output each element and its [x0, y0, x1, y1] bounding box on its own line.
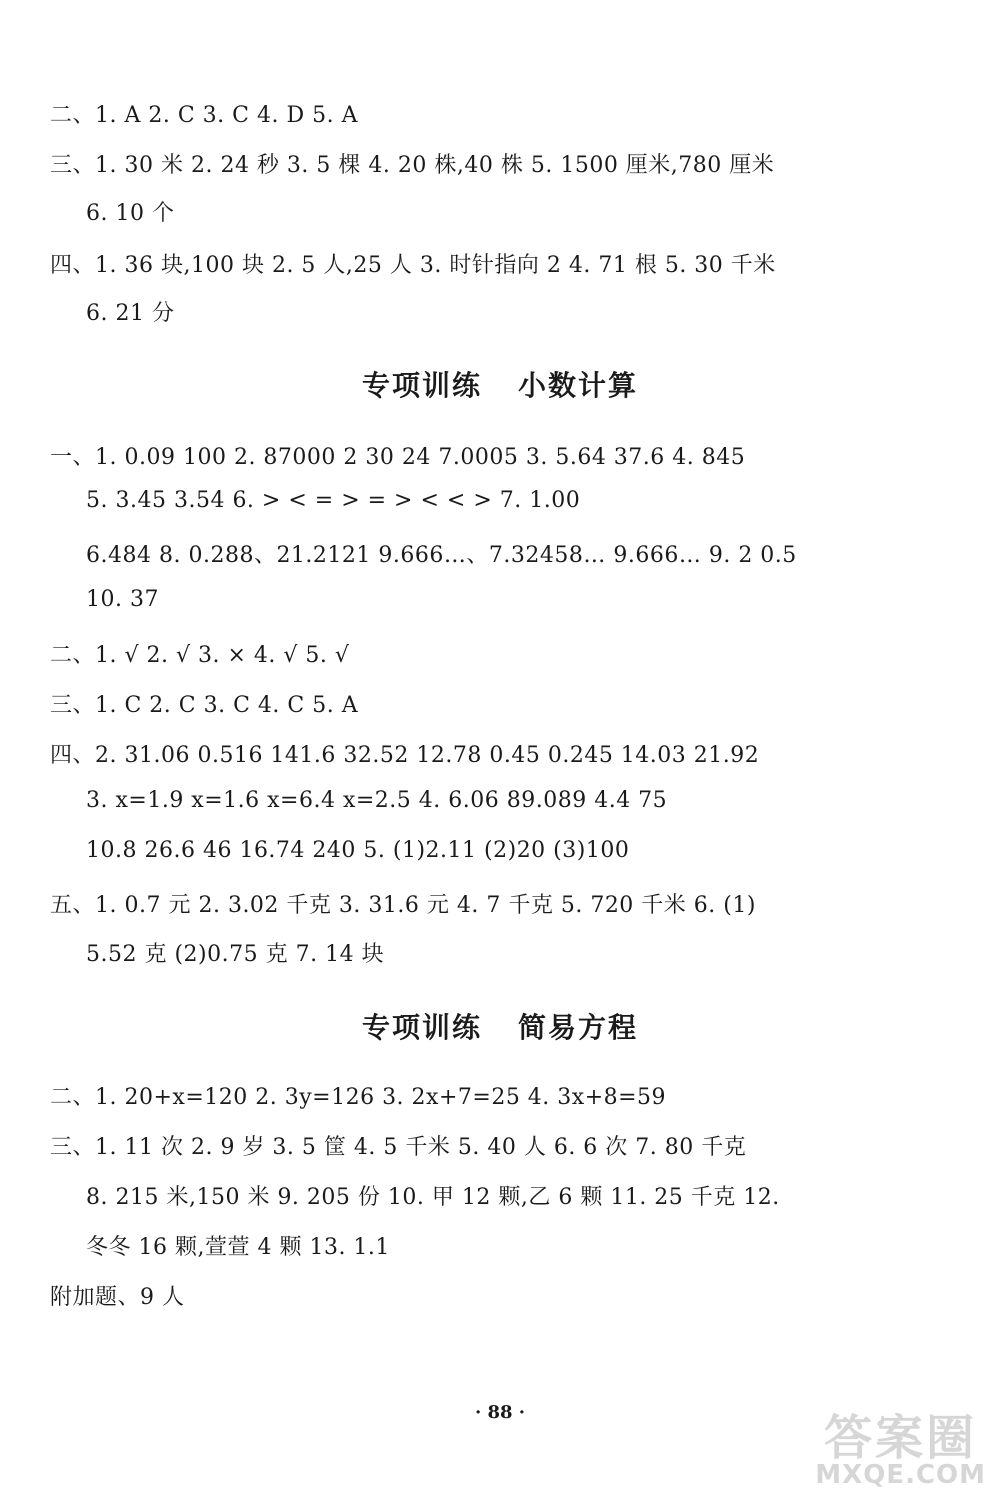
page-number: · 88 · — [474, 1402, 526, 1423]
section-title — [0, 364, 1000, 404]
answer-line: 3. x=1.9 x=1.6 x=6.4 x=2.5 4. 6.06 89.089 4.4 75 — [86, 788, 668, 813]
answer-line: 6.484 8. 0.288、21.2121 9.666…、7.32458… 9.666… 9. 2 0.5 — [86, 543, 797, 568]
section-title-right: 小数计算 — [518, 369, 639, 402]
watermark-line2: MXQE.COM — [815, 1460, 986, 1490]
answer-line: 四、2. 31.06 0.516 141.6 32.52 12.78 0.45 0.245 14.03 21.92 — [50, 743, 760, 768]
answer-line: 10.8 26.6 46 16.74 240 5. (1)2.11 (2)20 (3)100 — [86, 838, 630, 863]
answer-line: 冬冬 16 颗,萱萱 4 颗 13. 1.1 — [86, 1235, 390, 1260]
answer-line: 三、1. C 2. C 3. C 4. C 5. A — [50, 693, 359, 718]
section-title-left: 专项训练 — [361, 1011, 482, 1044]
answer-line: 二、1. √ 2. √ 3. × 4. √ 5. √ — [50, 643, 350, 668]
answer-line: 5. 3.45 3.54 6. > < = > = > < < > 7. 1.00 — [86, 488, 581, 513]
answer-line: 10. 37 — [86, 587, 159, 612]
watermark-line1: 答案圈 — [824, 1410, 978, 1466]
watermark — [815, 1410, 986, 1490]
answer-line: 三、1. 30 米 2. 24 秒 3. 5 棵 4. 20 株,40 株 5. 1500 厘米,780 厘米 — [50, 153, 775, 178]
answer-line: 五、1. 0.7 元 2. 3.02 千克 3. 31.6 元 4. 7 千克 5. 720 千米 6. (1) — [50, 893, 756, 918]
section-title — [0, 1006, 1000, 1046]
answer-line: 三、1. 11 次 2. 9 岁 3. 5 筐 4. 5 千米 5. 40 人 6. 6 次 7. 80 千克 — [50, 1135, 747, 1160]
section-title-right: 简易方程 — [518, 1011, 639, 1044]
answer-line: 二、1. 20+x=120 2. 3y=126 3. 2x+7=25 4. 3x+8=59 — [50, 1085, 667, 1110]
answer-line: 6. 21 分 — [86, 301, 175, 326]
answer-line: 5.52 克 (2)0.75 克 7. 14 块 — [86, 942, 385, 967]
section-title-left: 专项训练 — [361, 369, 482, 402]
answer-line: 6. 10 个 — [86, 201, 175, 226]
answer-line: 一、1. 0.09 100 2. 87000 2 30 24 7.0005 3. 5.64 37.6 4. 845 — [50, 445, 746, 470]
answer-line: 附加题、9 人 — [50, 1285, 185, 1310]
answer-line: 二、1. A 2. C 3. C 4. D 5. A — [50, 103, 358, 128]
answer-line: 四、1. 36 块,100 块 2. 5 人,25 人 3. 时针指向 2 4. 71 根 5. 30 千米 — [50, 253, 776, 278]
answer-line: 8. 215 米,150 米 9. 205 份 10. 甲 12 颗,乙 6 颗 11. 25 千克 12. — [86, 1185, 780, 1210]
